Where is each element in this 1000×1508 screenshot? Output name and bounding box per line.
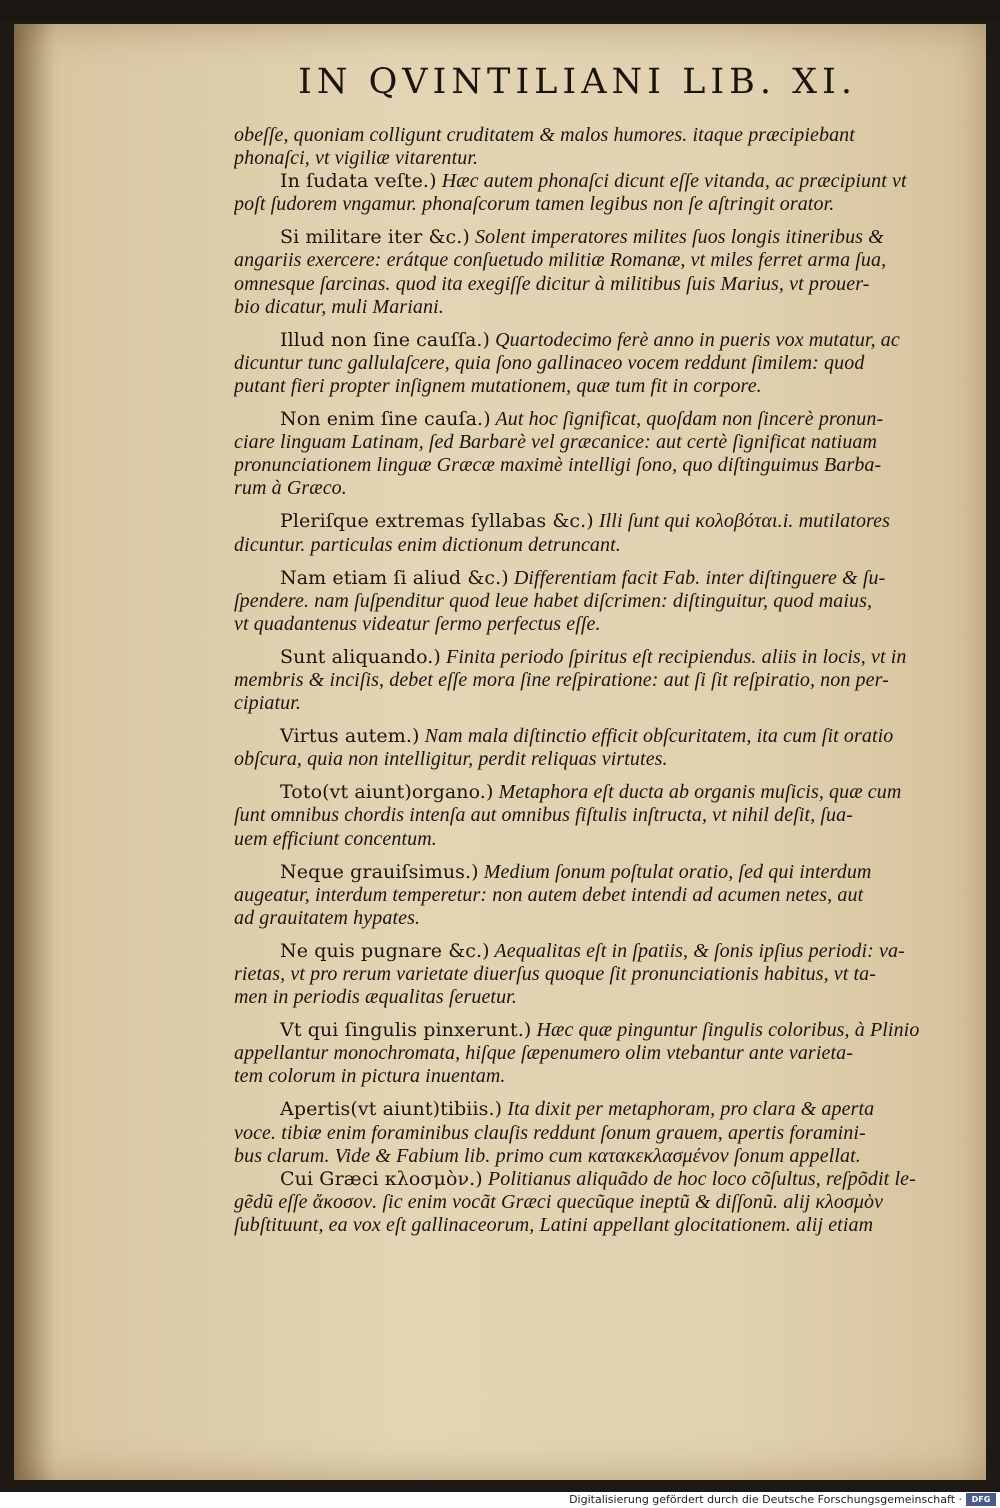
- lemma: In ſudata veſte.): [280, 170, 437, 193]
- line-text: phonaſci, vt vigiliæ vitarentur.: [234, 147, 479, 170]
- line-text: dicuntur. particulas enim dictionum detruncant.: [234, 533, 621, 556]
- text-line: [234, 828, 964, 851]
- line-text: rietas, vt pro rerum varietate diuerſus quoque ſit pronunciationis habitus, vt ta-: [234, 963, 877, 985]
- lemma: Neque grauiſsimus.): [280, 860, 479, 883]
- paragraph-gap: [234, 398, 964, 408]
- line-text: obſcura, quia non intelligitur, perdit reliquas virtutes.: [234, 748, 668, 771]
- line-text: Metaphora eſt ducta ab organis muſicis, quæ cum: [493, 781, 902, 804]
- text-line: [234, 534, 964, 557]
- paragraph-gap: [234, 1088, 964, 1098]
- text-line: [234, 408, 964, 431]
- line-text: membris & inciſis, debet eſſe mora ſine reſpiratione: aut ſi ſit reſpiratio, non per-: [234, 668, 889, 691]
- paragraph-gap: [234, 500, 964, 510]
- paragraph: [234, 861, 964, 930]
- text-line: [234, 1098, 964, 1121]
- text-line: [234, 1214, 964, 1237]
- line-text: ad grauitatem hypates.: [234, 906, 421, 929]
- text-line: [234, 963, 964, 986]
- paragraph: [234, 781, 964, 850]
- lemma: Ne quis pugnare &c.): [280, 939, 490, 962]
- text-line: [234, 567, 964, 590]
- commentary-text: [234, 124, 964, 1237]
- text-line: [234, 907, 964, 930]
- paragraph: [234, 510, 964, 556]
- text-line: [234, 249, 964, 272]
- text-line: [234, 1122, 964, 1145]
- line-text: angariis exercere: erátque conſuetudo militiæ Romanæ, vt miles ferret arma ſua,: [234, 249, 887, 272]
- text-line: [234, 669, 964, 692]
- line-text: putant fieri propter inſignem mutationem, quæ tum fit in corpore.: [234, 374, 762, 397]
- text-line: [234, 861, 964, 884]
- line-text: poſt ſudorem vngamur. phonaſcorum tamen legibus non ſe aſtringit orator.: [234, 193, 835, 216]
- paragraph: [234, 408, 964, 500]
- line-text: augeatur, interdum temperetur: non autem debet intendi ad acumen netes, aut: [234, 883, 864, 906]
- lemma: Pleriſque extremas ſyllabas &c.): [280, 510, 594, 533]
- footer-bar: [0, 1492, 1000, 1508]
- text-line: [234, 273, 964, 296]
- paragraph: [234, 1098, 964, 1237]
- text-line: [234, 454, 964, 477]
- text-line: [234, 1019, 964, 1042]
- line-text: pronunciationem linguæ Græcæ maximè intelligi ſono, quo diſtinguimus Barba-: [234, 454, 882, 477]
- line-text: men in periodis æqualitas ſeruetur.: [234, 986, 517, 1009]
- text-line: [234, 1042, 964, 1065]
- line-text: ciare linguam Latinam, ſed Barbarè vel græcanice: aut certè ſignificat natiuam: [234, 431, 878, 454]
- gutter-shadow: [14, 24, 54, 1480]
- dfg-logo: DFG: [966, 1493, 996, 1506]
- line-text: Aequalitas eſt in ſpatiis, & ſonis ipſius periodi: va-: [489, 939, 905, 962]
- line-text: dicuntur tunc gallulaſcere, quia ſono gallinaceo vocem reddunt ſimilem: quod: [234, 351, 865, 374]
- paragraph-gap: [234, 319, 964, 329]
- text-line: [234, 352, 964, 375]
- running-title: IN QVINTILIANI LIB. XI.: [298, 62, 857, 102]
- text-line: [234, 884, 964, 907]
- lemma: Apertis(vt aiunt)tibiis.): [280, 1098, 503, 1121]
- text-line: [234, 193, 964, 216]
- line-text: obeſſe, quoniam colligunt cruditatem & malos humores. itaque præcipiebant: [234, 124, 855, 146]
- line-text: uem efficiunt concentum.: [234, 827, 437, 850]
- text-line: [234, 1168, 964, 1191]
- line-text: bio dicatur, muli Mariani.: [234, 295, 444, 318]
- text-line: [234, 646, 964, 669]
- paragraph-gap: [234, 557, 964, 567]
- paragraph-gap: [234, 851, 964, 861]
- line-text: Nam mala diſtinctio efficit obſcuritatem, ita cum ſit oratio: [419, 725, 894, 748]
- line-text: ſubſtituunt, ea vox eſt gallinaceorum, Latini appellant glocitationem. alij etiam: [234, 1213, 874, 1236]
- line-text: Hæc quæ pinguntur ſingulis coloribus, à Plinio: [531, 1019, 920, 1042]
- line-text: omnesque ſarcinas. quod ita exegiſſe dicitur à militibus ſuis Marius, vt prouer-: [234, 272, 870, 295]
- text-line: [234, 590, 964, 613]
- text-line: [234, 940, 964, 963]
- text-line: [234, 226, 964, 249]
- text-line: [234, 748, 964, 771]
- paragraph: [234, 170, 964, 216]
- text-line: [234, 692, 964, 715]
- line-text: Ita dixit per metaphoram, pro clara & aperta: [502, 1098, 875, 1121]
- lemma: Si militare iter &c.): [280, 226, 470, 249]
- line-text: rum à Græco.: [234, 477, 347, 500]
- text-line: [234, 510, 964, 533]
- line-text: Differentiam facit Fab. inter diſtinguere & ſu-: [508, 566, 886, 589]
- text-line: [234, 375, 964, 398]
- line-text: voce. tibiæ enim foraminibus clauſis reddunt ſonum grauem, apertis foramini-: [234, 1121, 866, 1144]
- line-text: gẽdũ eſſe ἄκοσον. ſic enim vocãt Græci quecũque ineptũ & diſſonũ. alij κλοσμὸν: [234, 1190, 884, 1213]
- text-line: [234, 986, 964, 1009]
- text-line: [234, 329, 964, 352]
- text-line: [234, 431, 964, 454]
- line-text: Illi ſunt qui κολοβόται.i. mutilatores: [593, 510, 891, 533]
- paragraph: [234, 226, 964, 318]
- text-line: [234, 725, 964, 748]
- text-line: [234, 1065, 964, 1088]
- paragraph: [234, 124, 964, 170]
- line-text: ſpendere. nam ſuſpenditur quod leue habet diſcrimen: diſtinguitur, quod maius,: [234, 589, 873, 612]
- lemma: Cui Græci κλοσμὸν.): [280, 1167, 483, 1190]
- line-text: ſunt omnibus chordis intenſa aut omnibus fiſtulis inſtructa, vt nihil deſit, ſua-: [234, 804, 854, 827]
- text-line: [234, 1191, 964, 1214]
- line-text: Aut hoc ſignificat, quoſdam non ſincerè pronun-: [490, 408, 884, 431]
- line-text: Solent imperatores milites ſuos longis itineribus &: [469, 226, 884, 249]
- paragraph-gap: [234, 216, 964, 226]
- paragraph: [234, 646, 964, 715]
- line-text: Medium ſonum poſtulat oratio, ſed qui interdum: [478, 860, 872, 883]
- text-line: [234, 296, 964, 319]
- text-line: [234, 781, 964, 804]
- line-text: Quartodecimo ferè anno in pueris vox mutatur, ac: [490, 328, 900, 351]
- lemma: Toto(vt aiunt)organo.): [280, 781, 494, 804]
- line-text: bus clarum. Vide & Fabium lib. primo cum κατακεκλασμένον ſonum appellat.: [234, 1144, 861, 1167]
- paragraph: [234, 940, 964, 1009]
- text-line: [234, 124, 964, 147]
- lemma: Illud non ſine cauſſa.): [280, 328, 491, 351]
- paragraph-gap: [234, 636, 964, 646]
- lemma: Nam etiam ſi aliud &c.): [280, 566, 509, 589]
- text-line: [234, 1145, 964, 1168]
- paragraph-gap: [234, 771, 964, 781]
- paragraph-gap: [234, 1009, 964, 1019]
- line-text: appellantur monochromata, hiſque ſæpenumero olim vtebantur ante varieta-: [234, 1042, 853, 1065]
- line-text: Finita periodo ſpiritus eſt recipiendus. aliis in locis, vt in: [440, 645, 907, 668]
- line-text: Hæc autem phonaſci dicunt eſſe vitanda, ac præcipiunt vt: [436, 170, 907, 193]
- paragraph: [234, 1019, 964, 1088]
- line-text: tem colorum in pictura inuentam.: [234, 1065, 506, 1088]
- line-text: vt quadantenus videatur ſermo perfectus eſſe.: [234, 612, 601, 635]
- text-line: [234, 147, 964, 170]
- paragraph-gap: [234, 715, 964, 725]
- footer-credit: Digitalisierung gefördert durch die Deutsche Forschungsgemeinschaft ·: [569, 1493, 962, 1506]
- lemma: Virtus autem.): [280, 725, 420, 748]
- line-text: cipiatur.: [234, 692, 302, 715]
- paragraph: [234, 567, 964, 636]
- lemma: Vt qui ſingulis pinxerunt.): [280, 1019, 532, 1042]
- text-line: [234, 613, 964, 636]
- lemma: Non enim ſine cauſa.): [280, 408, 491, 431]
- paragraph: [234, 725, 964, 771]
- line-text: Politianus aliquãdo de hoc loco cõſultus, reſpõdit le-: [482, 1167, 916, 1190]
- text-line: [234, 170, 964, 193]
- lemma: Sunt aliquando.): [280, 645, 441, 668]
- text-line: [234, 477, 964, 500]
- paragraph: [234, 329, 964, 398]
- paragraph-gap: [234, 930, 964, 940]
- text-line: [234, 804, 964, 827]
